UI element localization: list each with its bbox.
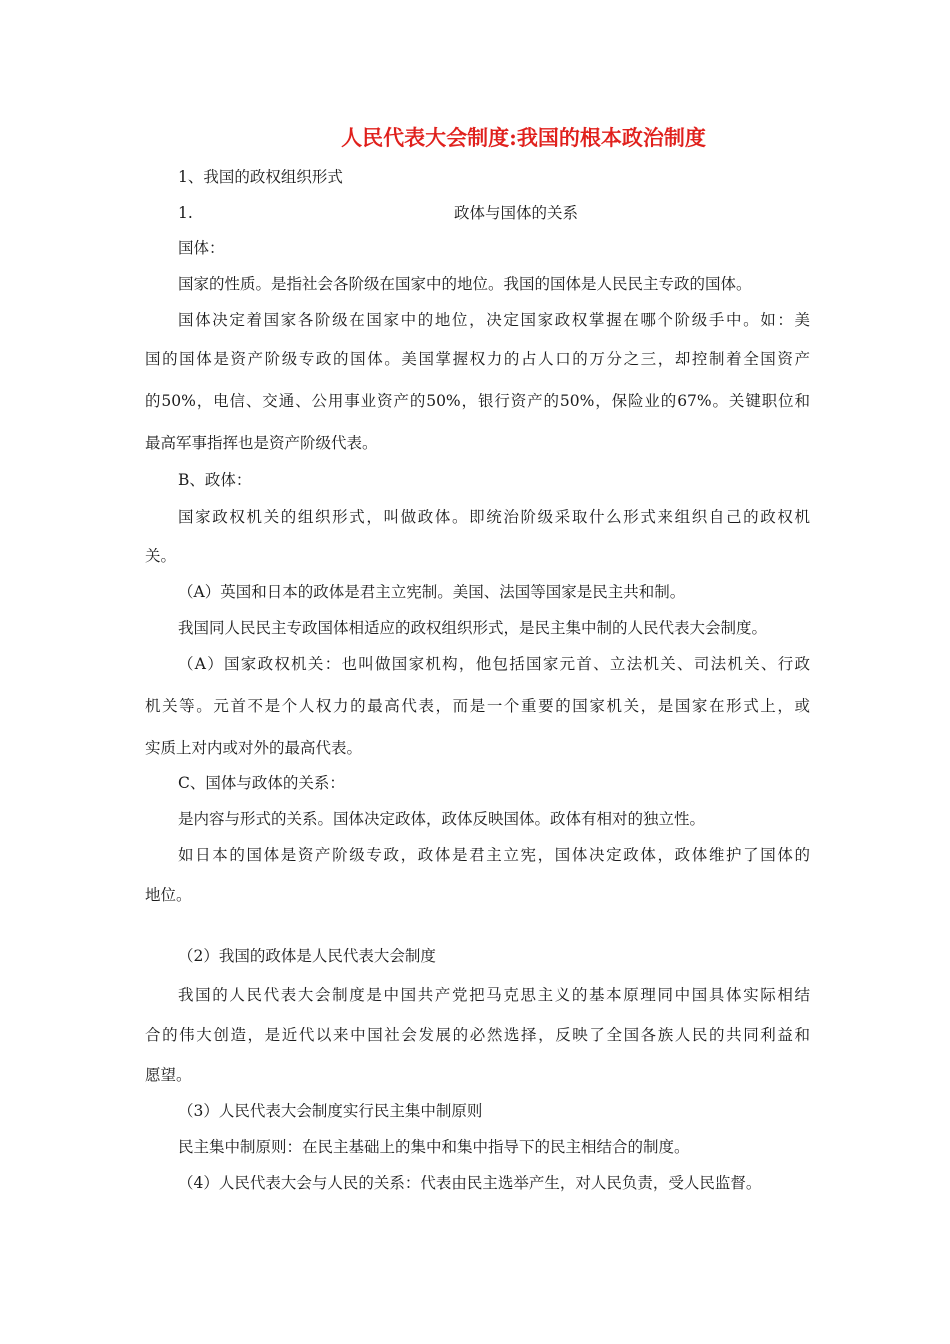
- paragraph-line: 最高军事指挥也是资产阶级代表。: [145, 434, 378, 452]
- paragraph-line: 如日本的国体是资产阶级专政，政体是君主立宪，国体决定政体，政体维护了国体的: [178, 846, 810, 864]
- paragraph-line: 国家政权机关的组织形式，叫做政体。即统治阶级采取什么形式来组织自己的政权机: [178, 508, 810, 526]
- section-heading: （4）人民代表大会与人民的关系：代表由民主选举产生，对人民负责，受人民监督。: [178, 1174, 762, 1192]
- paragraph-line: 合的伟大创造，是近代以来中国社会发展的必然选择，反映了全国各族人民的共同利益和: [145, 1026, 810, 1044]
- paragraph-line: 地位。: [145, 886, 192, 904]
- paragraph-line: 实质上对内或对外的最高代表。: [145, 739, 363, 757]
- section-heading: 1、我国的政权组织形式: [178, 168, 343, 186]
- paragraph-line: 愿望。: [145, 1066, 192, 1084]
- section-heading: （2）我国的政体是人民代表大会制度: [178, 947, 436, 965]
- paragraph-line: 国的国体是资产阶级专政的国体。美国掌握权力的占人口的万分之三，却控制着全国资产: [145, 350, 810, 368]
- paragraph-line: 的50%，电信、交通、公用事业资产的50%，银行资产的50%，保险业的67%。关键职位和: [145, 392, 810, 410]
- paragraph: 我国同人民民主专政国体相适应的政权组织形式，是民主集中制的人民代表大会制度。: [178, 619, 768, 637]
- subsection-heading: [178, 202, 810, 224]
- subsection-number: 1.: [178, 204, 193, 222]
- paragraph-line: 我国的人民代表大会制度是中国共产党把马克思主义的基本原理同中国具体实际相结: [178, 986, 810, 1004]
- paragraph-line: 国体决定着国家各阶级在国家中的地位，决定国家政权掌握在哪个阶级手中。如：美: [178, 311, 810, 329]
- paragraph: （A）英国和日本的政体是君主立宪制。美国、法国等国家是民主共和制。: [178, 583, 686, 601]
- label-relation: C、国体与政体的关系：: [178, 774, 345, 792]
- paragraph-line: 关。: [145, 547, 177, 565]
- paragraph-line: 机关等。元首不是个人权力的最高代表，而是一个重要的国家机关，是国家在形式上，或: [145, 697, 810, 715]
- section-heading: （3）人民代表大会制度实行民主集中制原则: [178, 1102, 483, 1120]
- paragraph: 民主集中制原则：在民主基础上的集中和集中指导下的民主相结合的制度。: [178, 1138, 690, 1156]
- paragraph-line: （A）国家政权机关：也叫做国家机构，他包括国家元首、立法机关、司法机关、行政: [178, 655, 810, 673]
- document-title: 人民代表大会制度:我国的根本政治制度: [341, 125, 706, 150]
- label-zhengti: B、政体：: [178, 471, 252, 489]
- paragraph: 是内容与形式的关系。国体决定政体，政体反映国体。政体有相对的独立性。: [178, 810, 706, 828]
- paragraph: 国家的性质。是指社会各阶级在国家中的地位。我国的国体是人民民主专政的国体。: [178, 275, 752, 293]
- subsection-title: 政体与国体的关系: [454, 204, 579, 222]
- label-guoti: 国体：: [178, 239, 225, 257]
